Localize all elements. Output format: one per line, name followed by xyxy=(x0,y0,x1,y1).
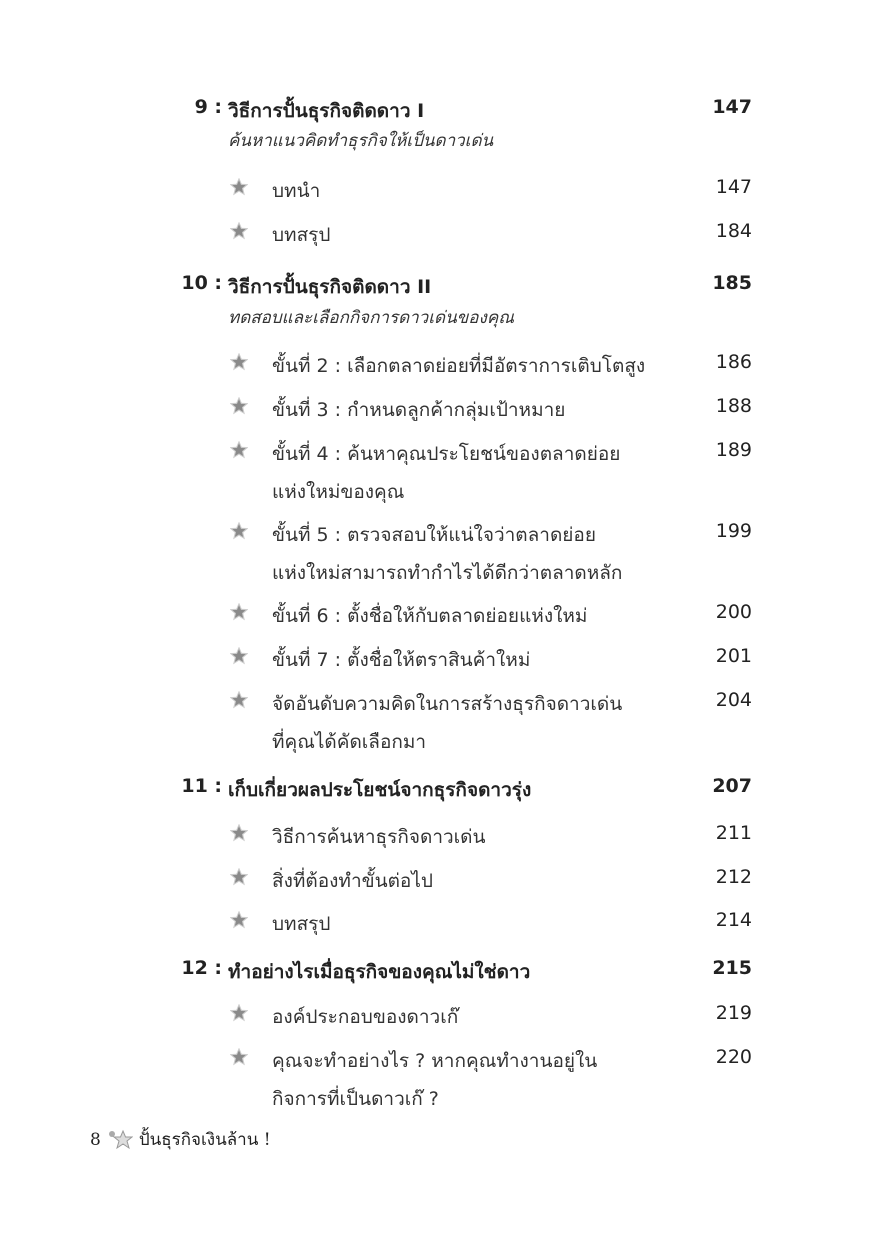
entry-title: บทนำ xyxy=(272,180,321,202)
footer-page-number: 8 xyxy=(90,1129,101,1150)
chapter-heading[interactable] xyxy=(0,775,872,805)
chapter-subtitle: ค้นหาแนวคิดทำธุรกิจให้เป็นดาวเด่น xyxy=(228,131,494,151)
star-bullet-icon xyxy=(230,353,248,371)
entry-title-continuation: แห่งใหม่ของคุณ xyxy=(272,481,405,503)
chapter-heading[interactable] xyxy=(0,96,872,126)
star-bullet-icon xyxy=(230,441,248,459)
toc-entry[interactable] xyxy=(0,395,872,425)
star-bullet-icon xyxy=(230,222,248,240)
toc-entry[interactable] xyxy=(0,601,872,631)
entry-page: 220 xyxy=(715,1046,752,1068)
chapter-number: 11 : xyxy=(181,775,222,797)
entry-title: ขั้นที่ 7 : ตั้งชื่อให้ตราสินค้าใหม่ xyxy=(272,649,531,671)
entry-title: คุณจะทำอย่างไร ? หากคุณทำงานอยู่ใน xyxy=(272,1050,598,1072)
entry-page: 201 xyxy=(715,645,752,667)
star-icon xyxy=(107,1129,133,1151)
entry-page: 186 xyxy=(715,351,752,373)
star-bullet-icon xyxy=(230,522,248,540)
star-bullet-icon xyxy=(230,1004,248,1022)
toc-entry[interactable] xyxy=(0,439,872,503)
toc-entry[interactable] xyxy=(0,1046,872,1110)
chapter-number: 10 : xyxy=(181,272,222,294)
chapter-page: 185 xyxy=(712,272,752,294)
entry-page: 219 xyxy=(715,1002,752,1024)
chapter-title: วิธีการปั้นธุรกิจติดดาว II xyxy=(228,276,432,298)
star-bullet-icon xyxy=(230,647,248,665)
entry-title-continuation: ที่คุณได้คัดเลือกมา xyxy=(272,731,427,753)
chapter-page: 147 xyxy=(712,96,752,118)
star-bullet-icon xyxy=(230,397,248,415)
toc-entry[interactable] xyxy=(0,645,872,675)
star-bullet-icon xyxy=(230,1048,248,1066)
toc-entry[interactable] xyxy=(0,909,872,939)
chapter-title: เก็บเกี่ยวผลประโยชน์จากธุรกิจดาวรุ่ง xyxy=(228,779,532,801)
entry-page: 212 xyxy=(715,866,752,888)
star-bullet-icon xyxy=(230,603,248,621)
entry-title: ขั้นที่ 3 : กำหนดลูกค้ากลุ่มเป้าหมาย xyxy=(272,399,566,421)
entry-page: 188 xyxy=(715,395,752,417)
chapter-page: 207 xyxy=(712,775,752,797)
chapter-title: ทำอย่างไรเมื่อธุรกิจของคุณไม่ใช่ดาว xyxy=(228,961,531,983)
star-bullet-icon xyxy=(230,824,248,842)
entry-title: ขั้นที่ 2 : เลือกตลาดย่อยที่มีอัตราการเติบโตสูง xyxy=(272,355,646,377)
entry-title: วิธีการค้นหาธุรกิจดาวเด่น xyxy=(272,826,486,848)
entry-page: 214 xyxy=(715,909,752,931)
entry-title-continuation: กิจการที่เป็นดาวเก๊ ? xyxy=(272,1088,439,1110)
entry-title: ขั้นที่ 4 : ค้นหาคุณประโยชน์ของตลาดย่อย xyxy=(272,443,621,465)
toc-entry[interactable] xyxy=(0,351,872,381)
toc-entry[interactable] xyxy=(0,689,872,753)
toc-entry[interactable] xyxy=(0,866,872,896)
entry-title-continuation: แห่งใหม่สามารถทำกำไรได้ดีกว่าตลาดหลัก xyxy=(272,562,623,584)
chapter-subtitle-row xyxy=(0,304,872,334)
toc-entry[interactable] xyxy=(0,220,872,250)
entry-page: 204 xyxy=(715,689,752,711)
toc-entry[interactable] xyxy=(0,1002,872,1032)
toc-entry[interactable] xyxy=(0,822,872,852)
chapter-page: 215 xyxy=(712,957,752,979)
entry-title: สิ่งที่ต้องทำขั้นต่อไป xyxy=(272,870,433,892)
chapter-subtitle-row xyxy=(0,127,872,157)
entry-title: บทสรุป xyxy=(272,224,331,246)
entry-title: องค์ประกอบของดาวเก๊ xyxy=(272,1006,459,1028)
star-bullet-icon xyxy=(230,178,248,196)
entry-page: 211 xyxy=(715,822,752,844)
chapter-heading[interactable] xyxy=(0,272,872,302)
entry-page: 189 xyxy=(715,439,752,461)
toc-entry[interactable] xyxy=(0,520,872,584)
star-bullet-icon xyxy=(230,911,248,929)
star-bullet-icon xyxy=(230,691,248,709)
chapter-title: วิธีการปั้นธุรกิจติดดาว I xyxy=(228,100,425,122)
entry-page: 147 xyxy=(715,176,752,198)
entry-page: 184 xyxy=(715,220,752,242)
chapter-heading[interactable] xyxy=(0,957,872,987)
star-bullet-icon xyxy=(230,868,248,886)
entry-title: บทสรุป xyxy=(272,913,331,935)
entry-title: ขั้นที่ 6 : ตั้งชื่อให้กับตลาดย่อยแห่งใหม่ xyxy=(272,605,588,627)
chapter-subtitle: ทดสอบและเลือกกิจการดาวเด่นของคุณ xyxy=(228,308,514,328)
entry-page: 200 xyxy=(715,601,752,623)
page-footer xyxy=(90,1126,271,1153)
footer-book-title: ปั้นธุรกิจเงินล้าน ! xyxy=(138,1130,271,1150)
toc-entry[interactable] xyxy=(0,176,872,206)
entry-page: 199 xyxy=(715,520,752,542)
chapter-number: 12 : xyxy=(181,957,222,979)
entry-title: จัดอันดับความคิดในการสร้างธุรกิจดาวเด่น xyxy=(272,693,623,715)
entry-title: ขั้นที่ 5 : ตรวจสอบให้แน่ใจว่าตลาดย่อย xyxy=(272,524,596,546)
chapter-number: 9 : xyxy=(194,96,222,118)
